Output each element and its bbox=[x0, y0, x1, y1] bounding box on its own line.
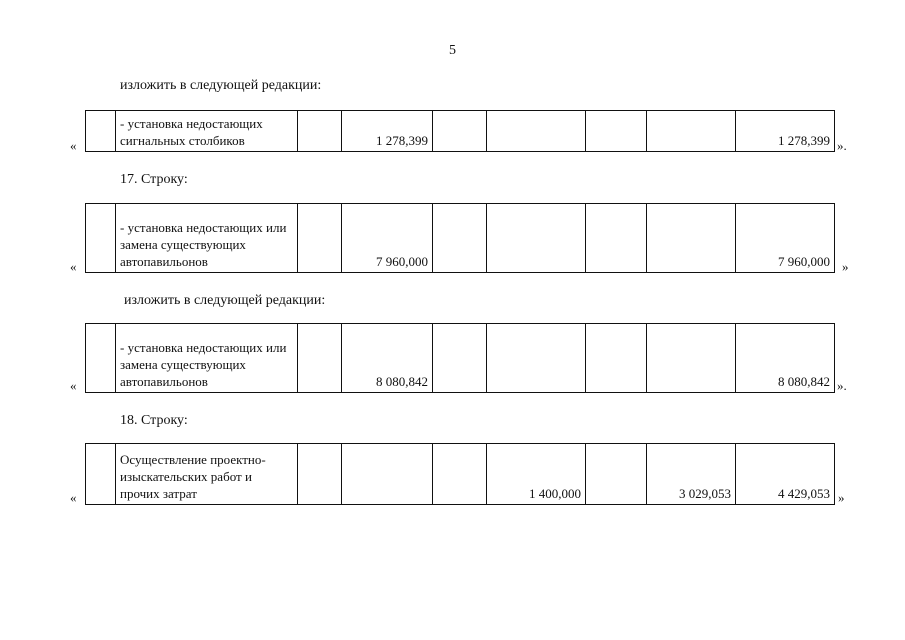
instruction-text: изложить в следующей редакции: bbox=[120, 78, 322, 93]
cell-number bbox=[86, 204, 116, 273]
table-row bbox=[86, 204, 835, 273]
cell-total: 8 080,842 bbox=[736, 324, 835, 393]
instruction-text: 18. Строку: bbox=[120, 413, 188, 428]
cell-number bbox=[86, 111, 116, 152]
cell-col-4: 1 278,399 bbox=[342, 111, 433, 152]
cell-col-4: 7 960,000 bbox=[342, 204, 433, 273]
cell-col-5 bbox=[433, 324, 487, 393]
opening-quote: « bbox=[70, 138, 77, 153]
cell-col-4: 8 080,842 bbox=[342, 324, 433, 393]
cell-col-7 bbox=[586, 111, 647, 152]
closing-quote: ». bbox=[837, 138, 847, 153]
cell-description: - установка недостающих сигнальных столбиков bbox=[116, 111, 298, 152]
cell-col-5 bbox=[433, 204, 487, 273]
table-row bbox=[86, 324, 835, 393]
cell-col-6: 1 400,000 bbox=[487, 444, 586, 505]
cell-col-8: 3 029,053 bbox=[647, 444, 736, 505]
cell-col-3 bbox=[298, 444, 342, 505]
cell-col-3 bbox=[298, 111, 342, 152]
table-row bbox=[86, 444, 835, 505]
cell-col-8 bbox=[647, 111, 736, 152]
data-table bbox=[85, 443, 835, 505]
data-table bbox=[85, 203, 835, 273]
page-number: 5 bbox=[449, 43, 456, 58]
cell-col-5 bbox=[433, 111, 487, 152]
cell-col-8 bbox=[647, 324, 736, 393]
cell-col-6 bbox=[487, 204, 586, 273]
table-row bbox=[86, 111, 835, 152]
cell-number bbox=[86, 444, 116, 505]
instruction-text: изложить в следующей редакции: bbox=[124, 293, 326, 308]
cell-col-3 bbox=[298, 324, 342, 393]
closing-quote: ». bbox=[837, 378, 847, 393]
instruction-text: 17. Строку: bbox=[120, 172, 188, 187]
data-table bbox=[85, 110, 835, 152]
cell-col-8 bbox=[647, 204, 736, 273]
opening-quote: « bbox=[70, 378, 77, 393]
cell-col-7 bbox=[586, 204, 647, 273]
cell-col-6 bbox=[487, 111, 586, 152]
cell-col-4 bbox=[342, 444, 433, 505]
closing-quote: » bbox=[838, 490, 845, 505]
cell-total: 1 278,399 bbox=[736, 111, 835, 152]
cell-number bbox=[86, 324, 116, 393]
cell-col-6 bbox=[487, 324, 586, 393]
cell-col-3 bbox=[298, 204, 342, 273]
cell-col-5 bbox=[433, 444, 487, 505]
cell-description: - установка недостающих или замена существующих автопавильонов bbox=[116, 204, 298, 273]
data-table bbox=[85, 323, 835, 393]
opening-quote: « bbox=[70, 259, 77, 274]
opening-quote: « bbox=[70, 490, 77, 505]
cell-description: Осуществление проектно-изыскательских работ и прочих затрат bbox=[116, 444, 298, 505]
cell-description: - установка недостающих или замена существующих автопавильонов bbox=[116, 324, 298, 393]
closing-quote: » bbox=[842, 259, 849, 274]
cell-col-7 bbox=[586, 324, 647, 393]
cell-total: 7 960,000 bbox=[736, 204, 835, 273]
cell-total: 4 429,053 bbox=[736, 444, 835, 505]
cell-col-7 bbox=[586, 444, 647, 505]
